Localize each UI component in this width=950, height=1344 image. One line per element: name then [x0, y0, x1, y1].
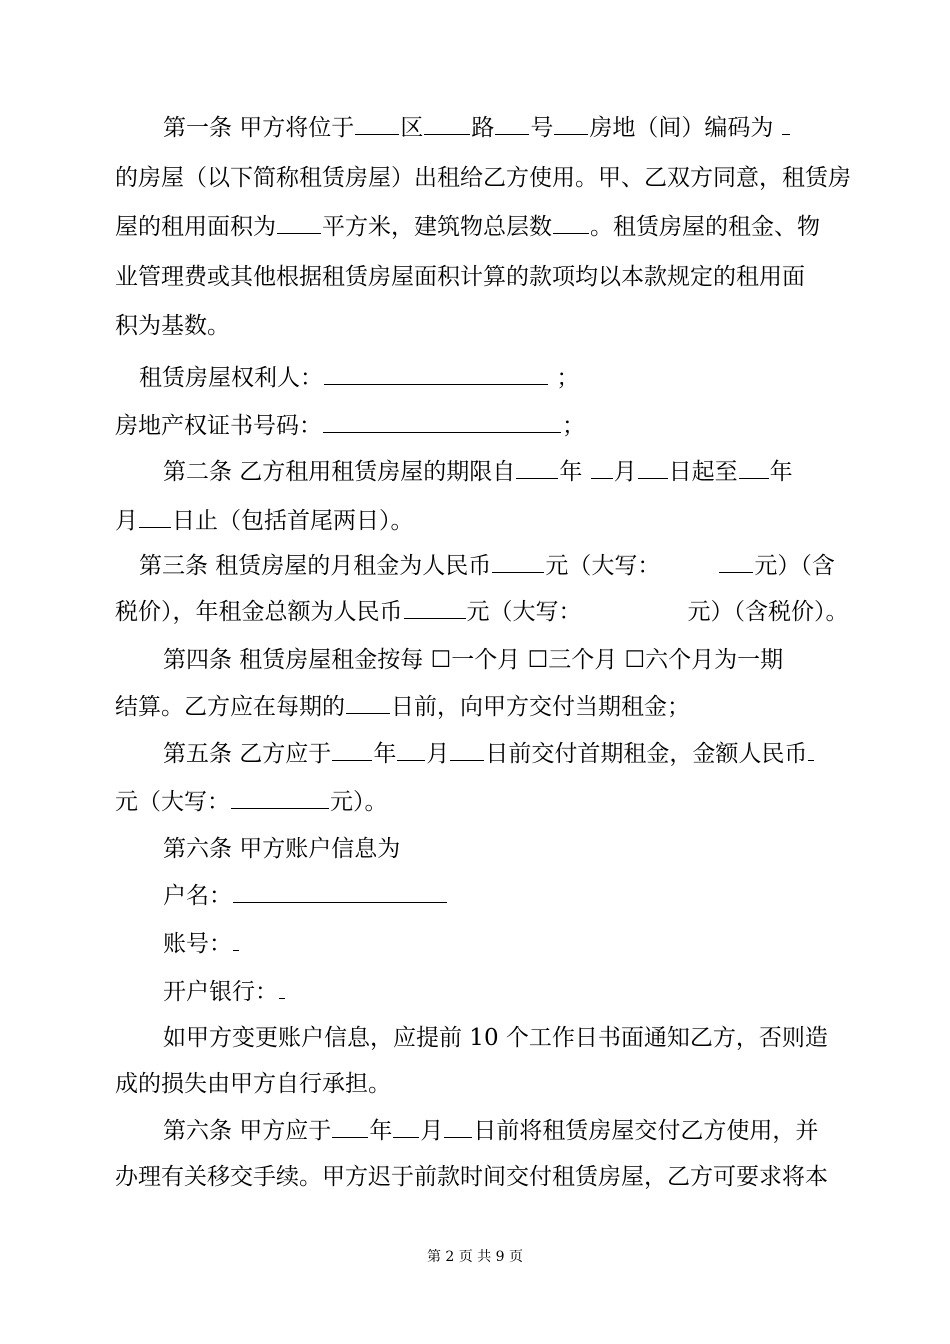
- blank-start-month: [591, 456, 613, 479]
- account-name-label: 户名：: [163, 883, 232, 909]
- owner-end: ；: [556, 365, 580, 391]
- option-three-months: 三个月: [548, 647, 618, 673]
- article6b-line1: [163, 1115, 818, 1147]
- checkbox-6m-icon[interactable]: ☐: [624, 647, 646, 673]
- account-name-line: [163, 880, 448, 912]
- article3-text-d: 税价），年租金总额为人民币: [115, 599, 403, 625]
- page-number: 第 2 页 共 9 页: [426, 1249, 524, 1265]
- article5-text-c: 月: [426, 741, 450, 767]
- article6b-text-c: 月: [420, 1118, 444, 1144]
- blank-monthly-rent-words: [719, 550, 753, 573]
- article4-text-c: 日前，向甲方交付当期租金；: [391, 694, 690, 720]
- blank-handover-month: [393, 1115, 419, 1138]
- article3-line1: [139, 550, 835, 582]
- blank-area: [277, 211, 321, 234]
- checkbox-1m-icon[interactable]: ☐: [430, 647, 452, 673]
- article5-text-d: 日前交付首期租金，金额人民币: [485, 741, 808, 767]
- article1-line3: [115, 211, 820, 243]
- article6b-text-b: 年: [369, 1118, 393, 1144]
- article2-text-e: 年: [769, 459, 793, 485]
- blank-first-day: [450, 738, 484, 761]
- article4-text-b: 结算。乙方应在每期的: [115, 694, 345, 720]
- article3-text-c: 元）（含: [754, 553, 835, 579]
- blank-unit: [554, 112, 588, 135]
- article2-text-f: 月: [115, 508, 138, 534]
- blank-road: [424, 112, 470, 135]
- bank-line: [163, 976, 286, 1008]
- article1-line4: 业管理费或其他根据租赁房屋面积计算的款项均以本款规定的租用面: [115, 264, 805, 290]
- article2-text-d: 日起至: [668, 459, 738, 485]
- article1-text-floors: 平方米，建筑物总层数: [322, 214, 552, 240]
- checkbox-3m-icon[interactable]: ☐: [527, 647, 549, 673]
- notice-line2: 成的损失由甲方自行承担。: [115, 1071, 391, 1097]
- article2-text-a: 第二条 乙方租用租赁房屋的期限自: [163, 459, 516, 485]
- article5-text-f: 元）。: [330, 789, 388, 815]
- article5-text-e: 元（大写：: [115, 789, 230, 815]
- blank-end-day: [139, 505, 171, 528]
- owner-label: 租赁房屋权利人：: [139, 365, 323, 391]
- blank-first-amount: [808, 738, 814, 761]
- article2-line2: [115, 505, 414, 537]
- article3-text-b: 元（大写：: [545, 553, 661, 579]
- article3-text-e: 元（大写：: [466, 599, 582, 625]
- article1-text-area: 屋的租用面积为: [115, 214, 276, 240]
- article1-line1: [163, 112, 791, 144]
- article3-text-a: 第三条 租赁房屋的月租金为人民币: [139, 553, 492, 579]
- blank-pay-day: [346, 691, 390, 714]
- blank-handover-day: [444, 1115, 472, 1138]
- article1-text-b: 区: [400, 115, 424, 141]
- blank-annual-rent: [404, 596, 466, 619]
- blank-number: [495, 112, 529, 135]
- article1-text-d: 号: [530, 115, 554, 141]
- article2-line1: [163, 456, 793, 488]
- article1-line5: 积为基数。: [115, 313, 230, 339]
- blank-cert: [323, 410, 561, 433]
- account-number-line: [163, 928, 240, 960]
- article3-text-f: 元）（含税价）。: [687, 599, 849, 625]
- blank-first-month: [397, 738, 425, 761]
- option-one-month: 一个月: [451, 647, 521, 673]
- article1-text-a: 第一条 甲方将位于: [163, 115, 355, 141]
- article6-title: 第六条 甲方账户信息为: [163, 836, 401, 862]
- owner-line: [139, 362, 579, 394]
- blank-floors: [553, 211, 589, 234]
- notice-line1: 如甲方变更账户信息，应提前 10 个工作日书面通知乙方，否则造: [163, 1025, 828, 1051]
- article1-text-c: 路: [471, 115, 495, 141]
- blank-first-year: [332, 738, 372, 761]
- article6b-line2: 办理有关移交手续。甲方迟于前款时间交付租赁房屋，乙方可要求将本: [115, 1164, 828, 1190]
- article5-line2: [115, 786, 388, 818]
- article5-line1: [163, 738, 815, 770]
- article5-text-b: 年: [373, 741, 397, 767]
- article4-line1: [163, 644, 783, 676]
- article4-line2: [115, 691, 690, 723]
- bank-label: 开户银行：: [163, 979, 278, 1005]
- cert-line: [115, 410, 585, 442]
- cert-label: 房地产权证书号码：: [115, 413, 322, 439]
- blank-end-year: [739, 456, 769, 479]
- blank-first-amount-words: [231, 786, 329, 809]
- blank-start-day: [638, 456, 668, 479]
- blank-start-year: [516, 456, 558, 479]
- option-six-months: 六个月为一期: [645, 647, 784, 673]
- blank-bank: [279, 976, 285, 999]
- blank-monthly-rent: [492, 550, 544, 573]
- article2-text-c: 月: [613, 459, 637, 485]
- blank-account-number: [233, 928, 239, 951]
- article1-text-e: 房地（间）编码为: [589, 115, 774, 141]
- article2-text-g: 日止（包括首尾两日）。: [172, 508, 414, 534]
- article4-text-a: 第四条 租赁房屋租金按每: [163, 647, 424, 673]
- article2-text-b: 年: [559, 459, 583, 485]
- article5-text-a: 第五条 乙方应于: [163, 741, 332, 767]
- article3-line2: [115, 596, 849, 628]
- article1-line2: 的房屋（以下简称租赁房屋）出租给乙方使用。甲、乙双方同意，租赁房: [115, 165, 851, 191]
- article6b-text-a: 第六条 甲方应于: [163, 1118, 332, 1144]
- article1-text-rent: 。租赁房屋的租金、物: [590, 214, 820, 240]
- article6b-text-d: 日前将租赁房屋交付乙方使用，并: [473, 1118, 819, 1144]
- blank-account-name: [233, 880, 447, 903]
- blank-code: [782, 112, 790, 135]
- blank-handover-year: [332, 1115, 368, 1138]
- blank-district: [355, 112, 399, 135]
- blank-owner: [324, 362, 548, 385]
- cert-end: ；: [562, 413, 585, 439]
- account-number-label: 账号：: [163, 931, 232, 957]
